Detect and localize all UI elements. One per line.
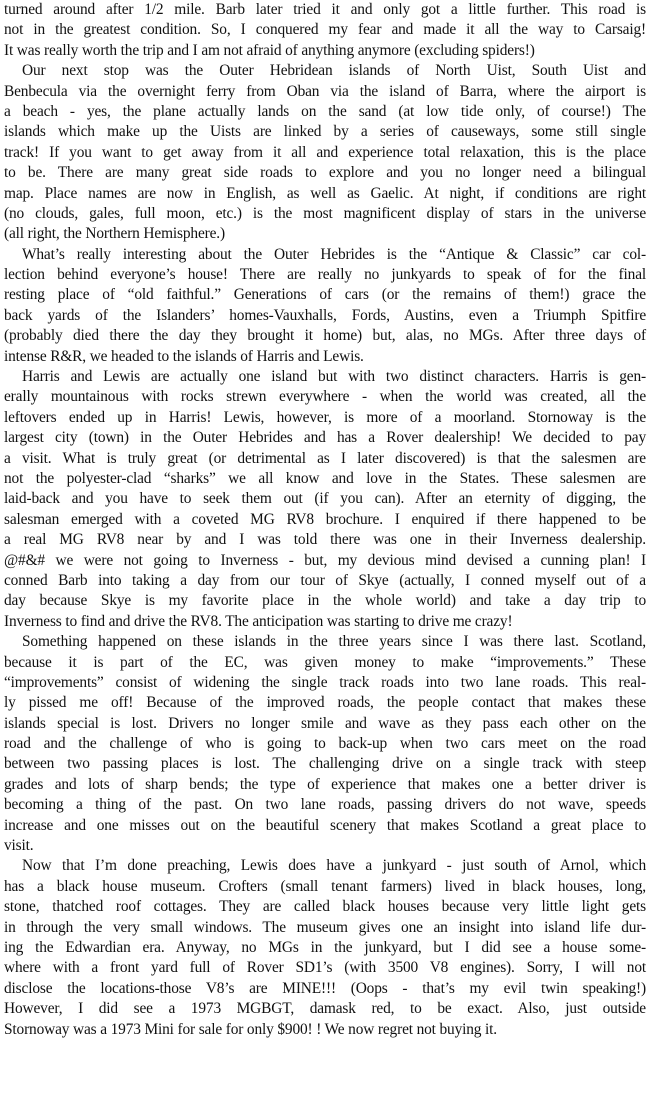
text-line: Benbecula via the overnight ferry from Oban via the island of Barra, where the airport is [4, 82, 646, 100]
text-line: not the polyester-clad “sharks” we all know and love in the States. These salesmen are [4, 469, 646, 487]
text-line: becoming a thing of the past. On two lane roads, passing drivers do not wave, speeds [4, 796, 646, 814]
paragraph-6 [4, 856, 646, 1040]
paragraph-2 [4, 61, 646, 245]
text-line: day because Skye is my favorite place in the whole world) and take a day trip to [4, 592, 646, 610]
text-line: track! If you want to get away from it all and experience total relaxation, this is the place [4, 143, 646, 161]
text-line: a beach - yes, the plane actually lands on the sand (at low tide only, of course!) The [4, 102, 646, 120]
text-line: a visit. What is truly great (or detrimental as I later discovered) is that the salesmen are [4, 449, 646, 467]
text-line: Stornoway was a 1973 Mini for sale for only $900! ! We now regret not buying it. [4, 1020, 497, 1038]
text-line: salesman emerged with a coveted MG RV8 brochure. I enquired if there happened to be [4, 510, 646, 528]
text-line: intense R&R, we headed to the islands of Harris and Lewis. [4, 347, 364, 365]
text-line: ing the Edwardian era. Anyway, no MGs in the junkyard, but I did see a house some- [4, 938, 646, 956]
text-line: conned Barb into taking a day from our tour of Skye (actually, I conned myself out of a [4, 571, 646, 589]
text-line: @#&# we were not going to Inverness - but, my devious mind devised a cunning plan! I [4, 551, 646, 569]
text-line: (no clouds, gales, full moon, etc.) is the most magnificent display of stars in the universe [4, 204, 646, 222]
paragraph-1 [4, 0, 646, 61]
text-line: has a black house museum. Crofters (small tenant farmers) lived in black houses, long, [4, 877, 646, 895]
text-line: grades and lots of sharp bends; the type of experience that makes one a better driver is [4, 775, 646, 793]
text-line: map. Place names are now in English, as well as Gaelic. At night, if conditions are right [4, 184, 646, 202]
text-line: stone, thatched roof cottages. They are called black houses because very little light gets [4, 898, 646, 916]
paragraph-3 [4, 245, 646, 367]
text-line: between two passing places is lost. The challenging drive on a single track with steep [4, 755, 646, 773]
text-line: islands special is lost. Drivers no longer smile and wave as they pass each other on the [4, 714, 646, 732]
text-line: turned around after 1/2 mile. Barb later tried it and only got a little further. This road is [4, 1, 646, 18]
text-line: What’s really interesting about the Outer Hebrides is the “Antique & Classic” car col- [22, 245, 646, 263]
paragraph-4 [4, 367, 646, 632]
text-line: Something happened on these islands in the three years since I was there last. Scotland, [22, 633, 646, 651]
text-line: to be. There are many great side roads to explore and you no longer need a bilingual [4, 164, 646, 182]
text-line: largest city (town) in the Outer Hebrides and has a Rover dealership! We decided to pay [4, 429, 646, 447]
text-line: laid-back and you have to seek them out (if you can). After an eternity of digging, the [4, 490, 646, 508]
text-line: Now that I’m done preaching, Lewis does have a junkyard - just south of Arnol, which [22, 857, 646, 875]
text-line: not in the greatest condition. So, I conquered my fear and made it all the way to Carsaig! [4, 21, 646, 39]
text-line: road and the challenge of who is going to back-up when two cars meet on the road [4, 735, 646, 753]
text-line: erally mountainous with rocks strewn everywhere - when the world was created, all the [4, 388, 646, 406]
text-line: ly pissed me off! Because of the improved roads, the people contact that makes these [4, 694, 646, 712]
paragraph-5 [4, 632, 646, 856]
text-line: because it is part of the EC, was given money to make “improvements.” These [4, 653, 646, 671]
text-line: Inverness to find and drive the RV8. The anticipation was starting to drive me crazy! [4, 612, 513, 630]
text-line: lection behind everyone’s house! There are really no junkyards to speak of for the final [4, 266, 646, 284]
text-line: Harris and Lewis are actually one island but with two distinct characters. Harris is gen- [22, 368, 646, 386]
text-line: resting place of “old faithful.” Generations of cars (or the remains of them!) grace the [4, 286, 646, 304]
text-line: However, I did see a 1973 MGBGT, damask red, to be exact. Also, just outside [4, 1000, 646, 1018]
text-line: “improvements” consist of widening the single track roads into two lane roads. This real- [4, 673, 646, 691]
text-line: islands which make up the Uists are linked by a series of causeways, some still single [4, 123, 646, 141]
text-line: disclose the locations-those V8’s are MINE!!! (Oops - that’s my evil twin speaking!) [4, 979, 646, 997]
text-line: Our next stop was the Outer Hebridean islands of North Uist, South Uist and [22, 62, 646, 80]
text-line: It was really worth the trip and I am not afraid of anything anymore (excluding spiders!) [4, 41, 535, 59]
text-line: leftovers ended up in Harris! Lewis, however, is more of a moorland. Stornoway is the [4, 408, 646, 426]
text-line: a real MG RV8 near by and I was told there was one in their Inverness dealership. [4, 531, 646, 549]
text-line: (probably died there the day they brought it home) but, alas, no MGs. After three days of [4, 327, 646, 345]
text-line: back yards of the Islanders’ homes-Vauxhalls, Fords, Austins, even a Triumph Spitfire [4, 306, 646, 324]
text-line: in through the very small windows. The museum gives one an insight into island life dur- [4, 918, 646, 936]
text-line: visit. [4, 837, 34, 855]
text-line: increase and one misses out on the beautiful scenery that makes Scotland a great place to [4, 816, 646, 834]
text-line: (all right, the Northern Hemisphere.) [4, 225, 225, 243]
text-line: where with a front yard full of Rover SD1’s (with 3500 V8 engines). Sorry, I will not [4, 959, 646, 977]
